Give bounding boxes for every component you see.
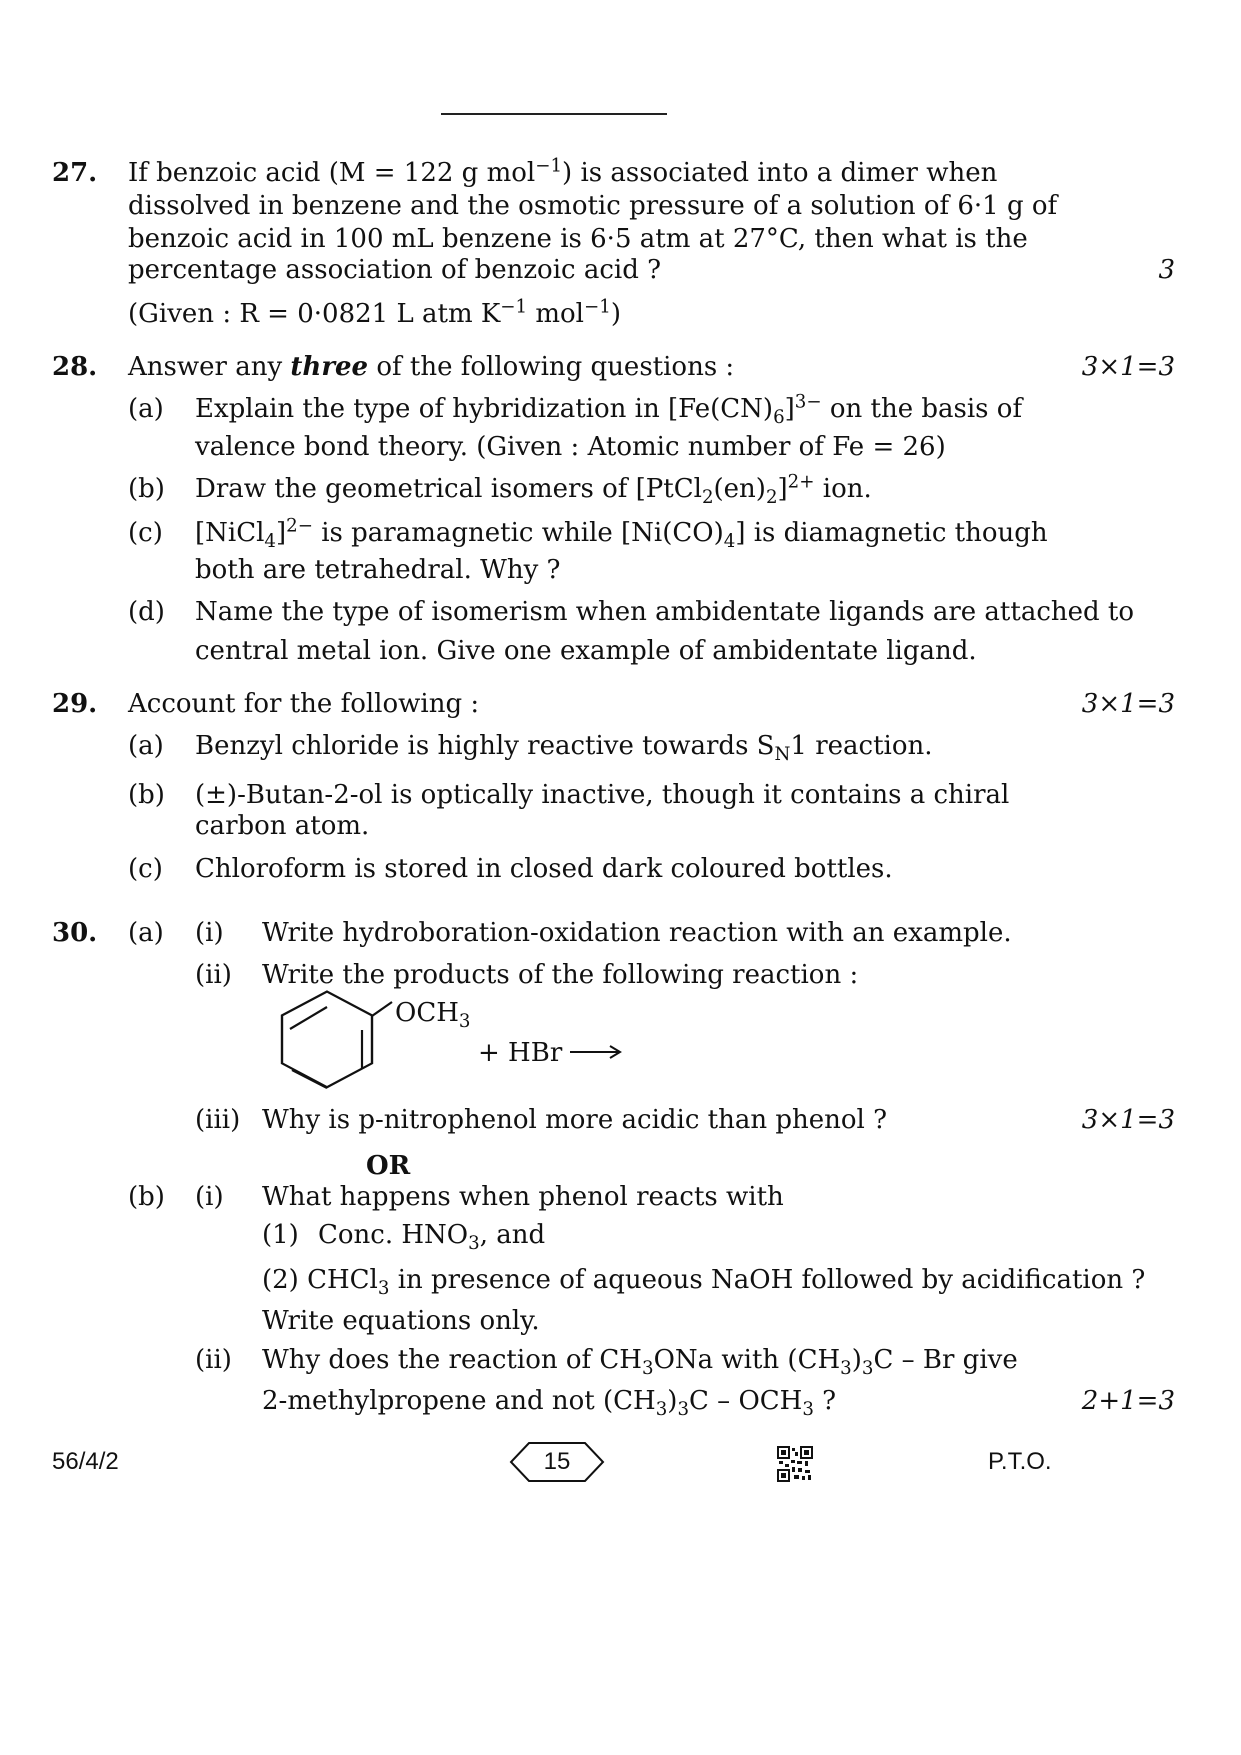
question-number-27: 27. <box>52 158 98 188</box>
q28-a-line-1: Explain the type of hybridization in $[Fe(CN)_6]^{3-}$ on the basis of <box>195 391 1023 429</box>
q30-b-i-write: Write equations only. <box>262 1306 540 1336</box>
och3-label: $OCH_3$ <box>395 998 471 1033</box>
q30-b-i-text: What happens when phenol reacts with <box>262 1182 784 1212</box>
q29-c-label: (c) <box>128 854 163 884</box>
q28-marks: 3×1=3 <box>1081 352 1175 382</box>
q28-intro: Answer any three of the following questions : <box>128 352 735 382</box>
or-separator: OR <box>366 1151 411 1181</box>
paper-code: 56/4/2 <box>52 1448 119 1475</box>
double-bond-1 <box>290 1007 327 1029</box>
q29-a-line: Benzyl chloride is highly reactive towards $S_N1$ reaction. <box>195 731 933 766</box>
q28-a-label: (a) <box>128 394 164 424</box>
q30-b-i-label: (i) <box>195 1182 224 1212</box>
q28-b-line: Draw the geometrical isomers of $[PtCl_2(en)_2]^{2+}$ ion. <box>195 471 872 509</box>
question-number-30: 30. <box>52 918 98 948</box>
top-rule <box>441 113 667 115</box>
q27-line-1: If benzoic acid (M = 122 g mol$^{-1}$) is associated into a dimer when <box>128 155 998 188</box>
q28-b-label: (b) <box>128 474 165 504</box>
q30-b-marks: 2+1=3 <box>1081 1386 1175 1416</box>
q28-d-label: (d) <box>128 597 165 627</box>
q30-b-i-2-text: (2) CHCl$_3$ in presence of aqueous NaOH followed by acidification ? <box>262 1265 1146 1300</box>
reagent-hbr: + HBr <box>478 1038 563 1068</box>
q30-b-i-1-text: Conc. $HNO_3$, and <box>318 1220 546 1255</box>
reaction-arrow <box>568 1044 624 1060</box>
q30-a-i-label: (i) <box>195 918 224 948</box>
q30-b-ii-line-2: 2-methylpropene and not $(CH_3)_3C - OCH_3$ ? <box>262 1386 837 1421</box>
q27-line-3: benzoic acid in 100 mL benzene is 6·5 atm at 27°C, then what is the <box>128 224 1028 254</box>
q30-a-ii-text: Write the products of the following reaction : <box>262 960 859 990</box>
q30-a-label: (a) <box>128 918 164 948</box>
q28-d-line-2: central metal ion. Give one example of ambidentate ligand. <box>195 636 977 666</box>
q30-a-ii-label: (ii) <box>195 960 232 990</box>
double-bond-3 <box>292 1070 327 1088</box>
q30-b-ii-label: (ii) <box>195 1345 232 1375</box>
q30-a-marks: 3×1=3 <box>1081 1105 1175 1135</box>
qr-code-icon <box>777 1446 813 1482</box>
q30-b-i-1-label: (1) <box>262 1220 299 1250</box>
question-number-28: 28. <box>52 352 98 382</box>
q30-a-i-text: Write hydroboration-oxidation reaction with an example. <box>262 918 1012 948</box>
q29-marks: 3×1=3 <box>1081 689 1175 719</box>
q29-b-line-2: carbon atom. <box>195 811 370 841</box>
q29-a-label: (a) <box>128 731 164 761</box>
q28-d-line-1: Name the type of isomerism when ambidentate ligands are attached to <box>195 597 1135 627</box>
q30-b-ii-line-1: Why does the reaction of $CH_3ONa$ with $(CH_3)_3C$ – Br give <box>262 1345 1018 1380</box>
q29-b-label: (b) <box>128 780 165 810</box>
page-number: 15 <box>543 1448 571 1475</box>
q27-given: (Given : R = 0·0821 L atm $K^{-1}$ mol$^{-1}$) <box>128 296 621 329</box>
q27-marks: 3 <box>1158 255 1175 285</box>
q28-a-line-2: valence bond theory. (Given : Atomic number of Fe = 26) <box>195 432 946 462</box>
pto-text: P.T.O. <box>988 1448 1052 1475</box>
q28-c-label: (c) <box>128 518 163 548</box>
q27-line-2: dissolved in benzene and the osmotic pressure of a solution of 6·1 g of <box>128 191 1058 221</box>
question-number-29: 29. <box>52 689 98 719</box>
q30-a-iii-label: (iii) <box>195 1105 241 1135</box>
q29-c-line: Chloroform is stored in closed dark coloured bottles. <box>195 854 893 884</box>
q28-c-line-1: [NiCl$_4$]$^{2-}$ is paramagnetic while $[Ni(CO)_4]$ is diamagnetic though <box>195 515 1048 553</box>
q28-c-line-2: both are tetrahedral. Why ? <box>195 555 561 585</box>
q29-intro: Account for the following : <box>128 689 480 719</box>
bond-to-och3 <box>372 1002 392 1016</box>
q29-b-line-1: (±)-Butan-2-ol is optically inactive, though it contains a chiral <box>195 780 1010 810</box>
q30-a-iii-text: Why is p-nitrophenol more acidic than phenol ? <box>262 1105 888 1135</box>
q30-b-label: (b) <box>128 1182 165 1212</box>
q27-line-4: percentage association of benzoic acid ? <box>128 255 662 285</box>
